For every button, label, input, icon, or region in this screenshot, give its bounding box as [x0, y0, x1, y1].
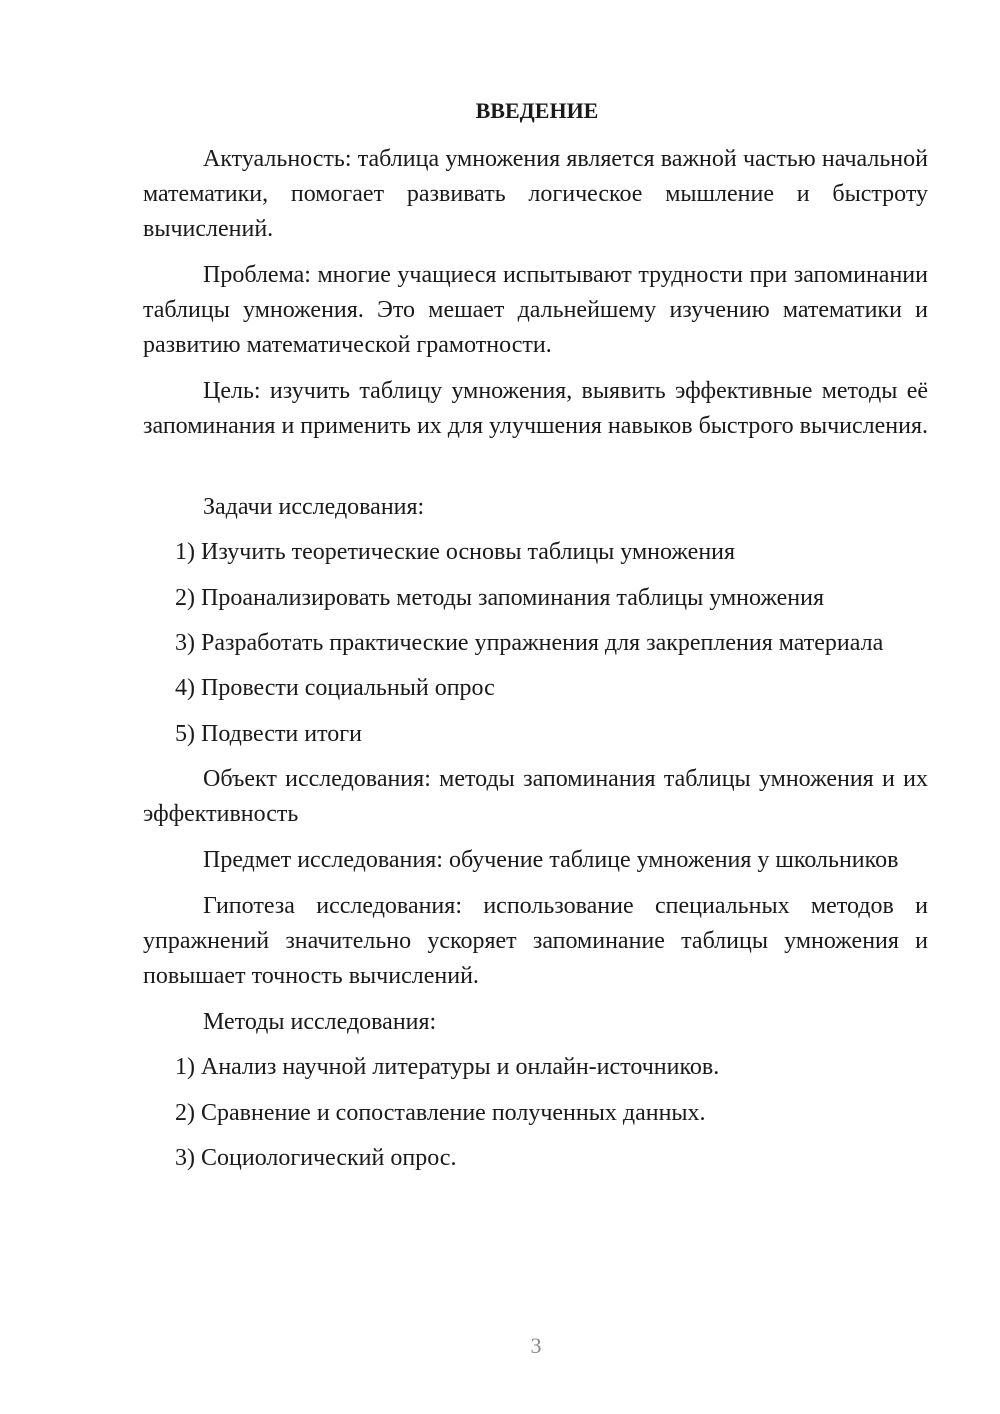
- task-item: 3) Разработать практические упражнения для закрепления материала: [175, 630, 884, 656]
- relevance-paragraph: Актуальность: таблица умножения является важной частью начальной математики, помогает развивать логическое мышление и быстроту вычислений.: [143, 146, 928, 242]
- methods-heading: Методы исследования:: [203, 1009, 437, 1035]
- task-item: 2) Проанализировать методы запоминания таблицы умножения: [175, 585, 825, 611]
- hypothesis-paragraph: Гипотеза исследования: использование специальных методов и упражнений значительно ускоряет запоминание таблицы умножения и повышает точность вычислений.: [143, 893, 928, 989]
- page-number: 3: [530, 1333, 542, 1358]
- task-item: 5) Подвести итоги: [175, 721, 362, 747]
- subject-paragraph: Предмет исследования: обучение таблице умножения у школьников: [203, 847, 899, 873]
- task-item: 4) Провести социальный опрос: [175, 675, 495, 701]
- method-item: 2) Сравнение и сопоставление полученных данных.: [175, 1100, 706, 1126]
- object-paragraph: Объект исследования: методы запоминания таблицы умножения и их эффективность: [143, 766, 928, 827]
- page-title: ВВЕДЕНИЕ: [475, 98, 599, 123]
- task-item: 1) Изучить теоретические основы таблицы умножения: [175, 539, 736, 565]
- problem-paragraph: Проблема: многие учащиеся испытывают трудности при запоминании таблицы умножения. Это мешает дальнейшему изучению математики и развитию математической грамотности.: [143, 262, 928, 358]
- method-item: 3) Социологический опрос.: [175, 1145, 457, 1171]
- goal-paragraph: Цель: изучить таблицу умножения, выявить эффективные методы её запоминания и применить их для улучшения навыков быстрого вычисления.: [143, 378, 928, 439]
- method-item: 1) Анализ научной литературы и онлайн-источников.: [175, 1054, 720, 1080]
- tasks-heading: Задачи исследования:: [203, 494, 425, 520]
